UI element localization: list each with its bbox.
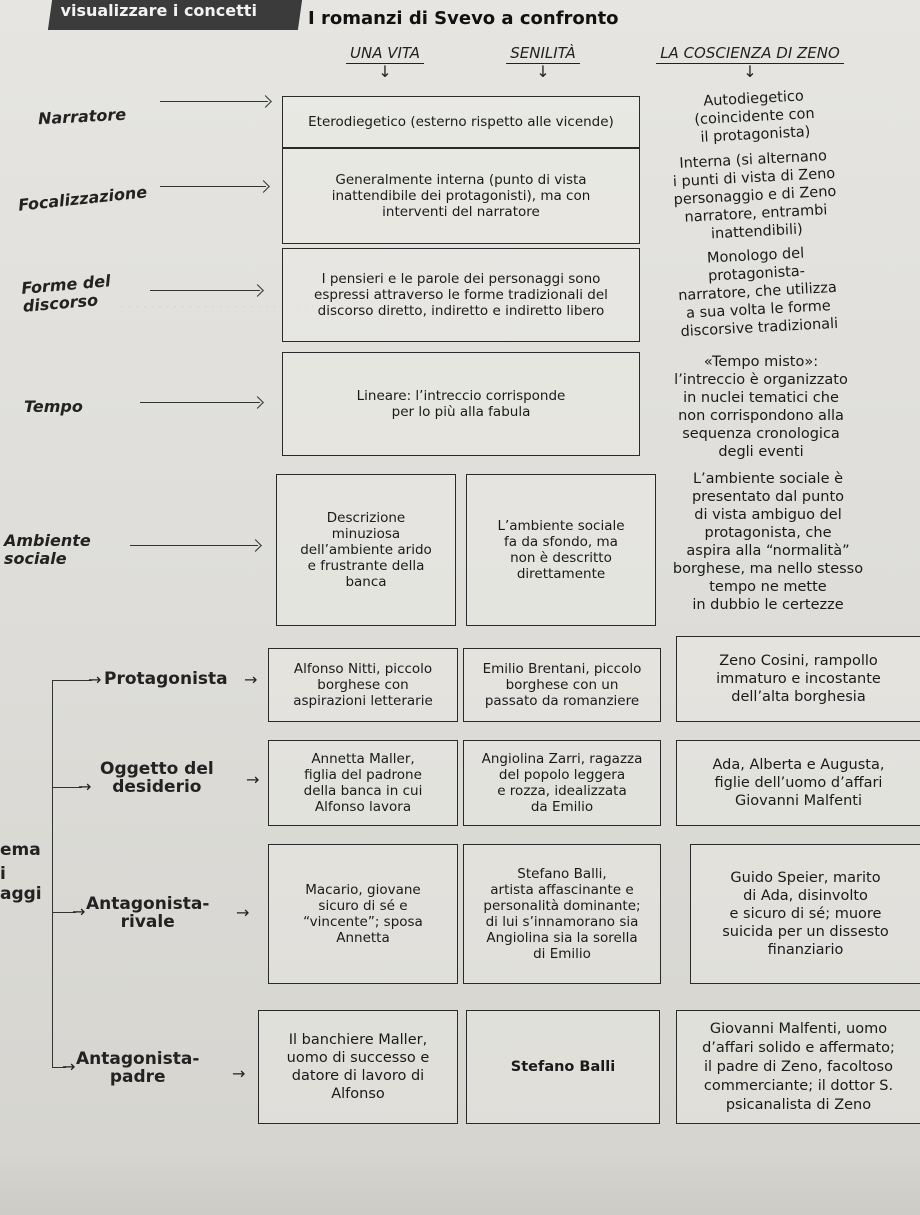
down-arrow-icon: ↓	[378, 62, 392, 81]
row-label-antagonista-padre	[76, 1050, 199, 1086]
forme-zeno-text: Monologo del protagonista- narratore, che utilizza a sua volta le forme discorsive tradizionali	[677, 245, 839, 341]
section-tag	[48, 0, 302, 30]
focalizzazione-zeno-text: Interna (si alternano i punti di vista di Zeno personaggio e di Zeno narratore, entrambi inattendibili)	[672, 148, 837, 243]
tempo-zeno-text: «Tempo misto»: l’intreccio è organizzato in nuclei tematici che non corrispondono alla sequenza cronologica degli eventi	[674, 354, 848, 460]
rivale-zeno-box: Guido Speier, marito di Ada, disinvolto e sicuro di sé; muore suicida per un dissesto finanziario	[690, 844, 920, 984]
row-label-line: desiderio	[112, 777, 202, 797]
rivale-vita-box: Macario, giovane sicuro di sé e “vincente”; sposa Annetta	[268, 844, 458, 984]
down-arrow-icon: ↓	[743, 62, 757, 81]
column-header-una-vita	[330, 44, 440, 80]
down-arrow-icon: ↓	[536, 62, 550, 81]
row-label-line: Oggetto del	[100, 759, 214, 779]
edge-text: i	[0, 864, 6, 884]
tree-connector	[52, 680, 53, 1067]
tempo-shared-box: Lineare: l’intreccio corrisponde per lo più alla fabula	[282, 352, 640, 456]
row-label-line: Antagonista-	[86, 894, 210, 914]
oggetto-vita-box: Annetta Maller, figlia del padrone della banca in cui Alfonso lavora	[268, 740, 458, 826]
padre-vita-box: Il banchiere Maller, uomo di successo e datore di lavoro di Alfonso	[258, 1010, 458, 1124]
oggetto-senilita-box: Angiolina Zarri, ragazza del popolo leggera e rozza, idealizzata da Emilio	[463, 740, 661, 826]
arrow-icon: →	[72, 902, 86, 921]
row-label-narratore: Narratore	[37, 104, 127, 129]
arrow-icon	[160, 186, 266, 187]
row-label-line: Antagonista-	[76, 1049, 200, 1069]
edge-text: ema	[0, 840, 41, 860]
column-header-label: LA COSCIENZA DI ZENO	[656, 44, 844, 64]
arrow-icon: →	[236, 903, 250, 922]
oggetto-zeno-box: Ada, Alberta e Augusta, figlie dell’uomo d’affari Giovanni Malfenti	[676, 740, 920, 826]
protagonista-vita-box: Alfonso Nitti, piccolo borghese con aspirazioni letterarie	[268, 648, 458, 722]
row-label-line: Ambiente	[4, 531, 91, 550]
row-label-protagonista: Protagonista	[104, 669, 228, 689]
focalizzazione-shared-box: Generalmente interna (punto di vista inattendibile dei protagonisti), ma con interventi del narratore	[282, 148, 640, 244]
section-tag-text: visualizzare i concetti	[60, 1, 257, 20]
column-header-label: UNA VITA	[346, 44, 424, 64]
bleed-through-text: · · · · · · · · · · · · · · · · · · · · · · · · · · · · ·	[120, 300, 338, 314]
arrow-icon: →	[246, 770, 260, 789]
padre-zeno-box: Giovanni Malfenti, uomo d’affari solido e affermato; il padre di Zeno, facoltoso commerciante; il dottor S. psicanalista di Zeno	[676, 1010, 920, 1124]
protagonista-senilita-box: Emilio Brentani, piccolo borghese con un passato da romanziere	[463, 648, 661, 722]
arrow-icon: →	[232, 1064, 246, 1083]
ambiente-senilita-box: L’ambiente sociale fa da sfondo, ma non è descritto direttamente	[466, 474, 656, 626]
column-header-label: SENILITÀ	[506, 44, 579, 64]
arrow-icon: →	[88, 670, 102, 689]
row-label-line: sociale	[4, 549, 67, 568]
ambiente-zeno-text: L’ambiente sociale è presentato dal punto di vista ambiguo del protagonista, che aspira alla “normalità” borghese, ma nello stesso tempo ne mette in dubbio le certezze	[672, 471, 864, 613]
edge-text: aggi	[0, 884, 42, 904]
arrow-icon: →	[78, 777, 92, 796]
narratore-shared-box: Eterodiegetico (esterno rispetto alle vicende)	[282, 96, 640, 148]
row-label-forme-del-discorso	[21, 272, 113, 316]
arrow-icon	[160, 101, 268, 102]
column-header-coscienza	[650, 44, 850, 80]
row-label-tempo: Tempo	[24, 397, 83, 416]
column-header-senilita	[488, 44, 598, 80]
row-label-oggetto-del-desiderio	[100, 760, 214, 796]
page-title: I romanzi di Svevo a confronto	[308, 8, 619, 29]
padre-senilita-box: Stefano Balli	[466, 1010, 660, 1124]
tree-connector	[52, 680, 92, 681]
paper-shadow	[0, 1150, 920, 1215]
protagonista-zeno-box: Zeno Cosini, rampollo immaturo e incostante dell’alta borghesia	[676, 636, 920, 722]
row-label-line: rivale	[120, 912, 175, 932]
arrow-icon: →	[244, 670, 258, 689]
row-label-focalizzazione: Focalizzazione	[17, 182, 148, 215]
row-label-ambiente-sociale	[4, 532, 91, 568]
row-label-line: discorso	[22, 290, 99, 316]
arrow-icon	[130, 545, 258, 546]
narratore-zeno-text: Autodiegetico (coincidente con il protagonista)	[694, 88, 815, 146]
row-label-antagonista-rivale	[86, 895, 209, 931]
arrow-icon: →	[62, 1057, 76, 1076]
row-label-line: padre	[109, 1067, 166, 1087]
arrow-icon	[150, 290, 260, 291]
rivale-senilita-box: Stefano Balli, artista affascinante e personalità dominante; di lui s’innamorano sia Angiolina sia la sorella di Emilio	[463, 844, 661, 984]
ambiente-vita-box: Descrizione minuziosa dell’ambiente arido e frustrante della banca	[276, 474, 456, 626]
arrow-icon	[140, 402, 260, 403]
forme-shared-box: I pensieri e le parole dei personaggi sono espressi attraverso le forme tradizionali del discorso diretto, indiretto e indiretto libero	[282, 248, 640, 342]
row-label-line: Forme del	[20, 271, 112, 298]
